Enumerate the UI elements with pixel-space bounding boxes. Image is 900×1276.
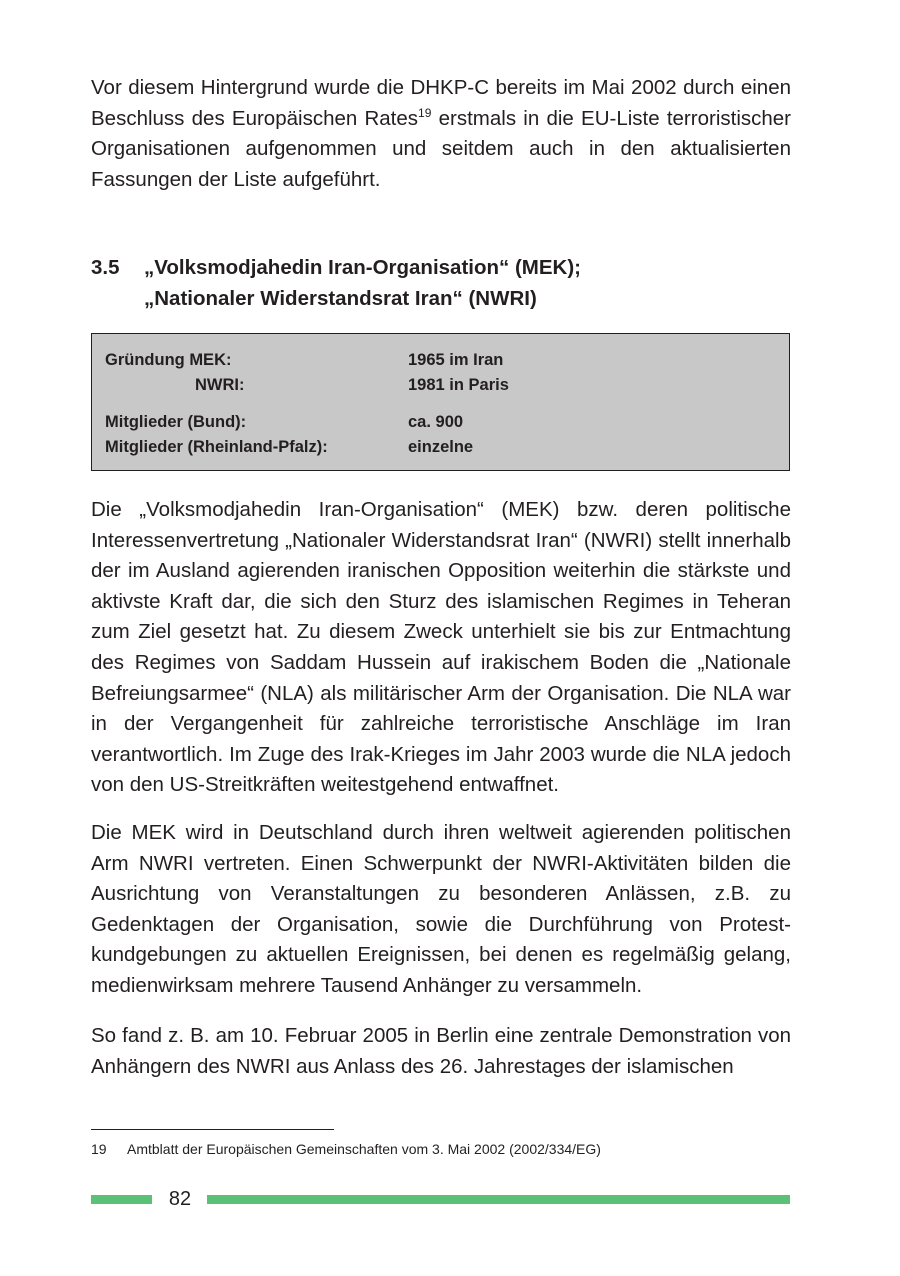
footnote — [91, 1141, 601, 1157]
body-paragraph-2: Die MEK wird in Deutschland durch ihren weltweit agierenden politischen Arm NWRI vertreten. Einen Schwerpunkt der NWRI-Aktivitäten bilden die Ausrichtung von Veranstaltungen zu besonderen Anlässen, z.B. zu Gedenktagen der Organisation, sowie die Durchführung von Protestkundgebungen zu aktuellen Ereignissen, bei denen es regelmäßig gelang, medienwirksam mehrere Tausend Anhänger zu versammeln. — [91, 821, 791, 997]
footer-bar-left — [91, 1195, 152, 1204]
footnote-divider — [91, 1129, 334, 1130]
footnote-reference[interactable]: 19 — [418, 105, 432, 120]
section-title-line2: „Nationaler Widerstandsrat Iran“ (NWRI) — [144, 287, 537, 310]
footnote-text: Amtblatt der Europäischen Gemeinschaften vom 3. Mai 2002 (2002/334/EG) — [127, 1141, 601, 1157]
intro-text-after: erstmals in die EU-Liste terroristischer Organisationen aufgenommen und seitdem auch in den aktualisierten Fassungen der Liste aufgeführt. — [91, 106, 791, 191]
section-number: 3.5 — [91, 256, 120, 279]
body-paragraph-1: Die „Volksmodjahedin Iran-Organisation“ (MEK) bzw. deren politische Interessenvertretung „Nationaler Widerstandsrat Iran“ (NWRI) stellt innerhalb der im Ausland agierenden iranischen Opposition weiterhin die stärkste und aktivste Kraft dar, die sich den Sturz des islamischen Regimes in Teheran zum Ziel gesetzt hat. Zu diesem Zweck unterhielt sie bis zur Entmachtung des Regimes von Saddam Hussein auf irakischem Boden die „Nationale Befreiungsarmee“ (NLA) als militärischer Arm der Organisation. Die NLA war in der Vergangenheit für zahlreiche terroristische Anschläge im Iran verantwortlich. Im Zuge des Irak-Krieges im Jahr 2003 wurde die NLA jedoch von den US-Streitkräften weitestgehend entwaffnet. — [91, 498, 791, 797]
founding-value: 1965 im Iran — [408, 351, 504, 369]
nwri-label: NWRI: — [195, 376, 245, 394]
founding-label: Gründung MEK: — [105, 351, 232, 369]
footer-bar-right — [207, 1195, 790, 1204]
members-state-value: einzelne — [408, 438, 474, 456]
section-title-line1: „Volksmodjahedin Iran-Organisation“ (MEK); — [144, 256, 581, 279]
intro-paragraph — [91, 73, 791, 195]
members-federal-value: ca. 900 — [408, 413, 464, 431]
page-number: 82 — [168, 1188, 192, 1210]
fact-box — [91, 333, 790, 471]
intro-text-before: Vor diesem Hintergrund wurde die DHKP-C bereits im Mai 2002 durch einen Beschluss des Europäischen Rates — [91, 76, 791, 130]
nwri-value: 1981 in Paris — [408, 376, 509, 394]
body-paragraph-3: So fand z. B. am 10. Februar 2005 in Berlin eine zentrale Demonstration von Anhängern des NWRI aus Anlass des 26. Jahrestages der islamischen — [91, 1024, 791, 1078]
footnote-number: 19 — [91, 1141, 107, 1157]
members-state-label: Mitglieder (Rheinland-Pfalz): — [105, 438, 328, 456]
members-federal-label: Mitglieder (Bund): — [105, 413, 247, 431]
